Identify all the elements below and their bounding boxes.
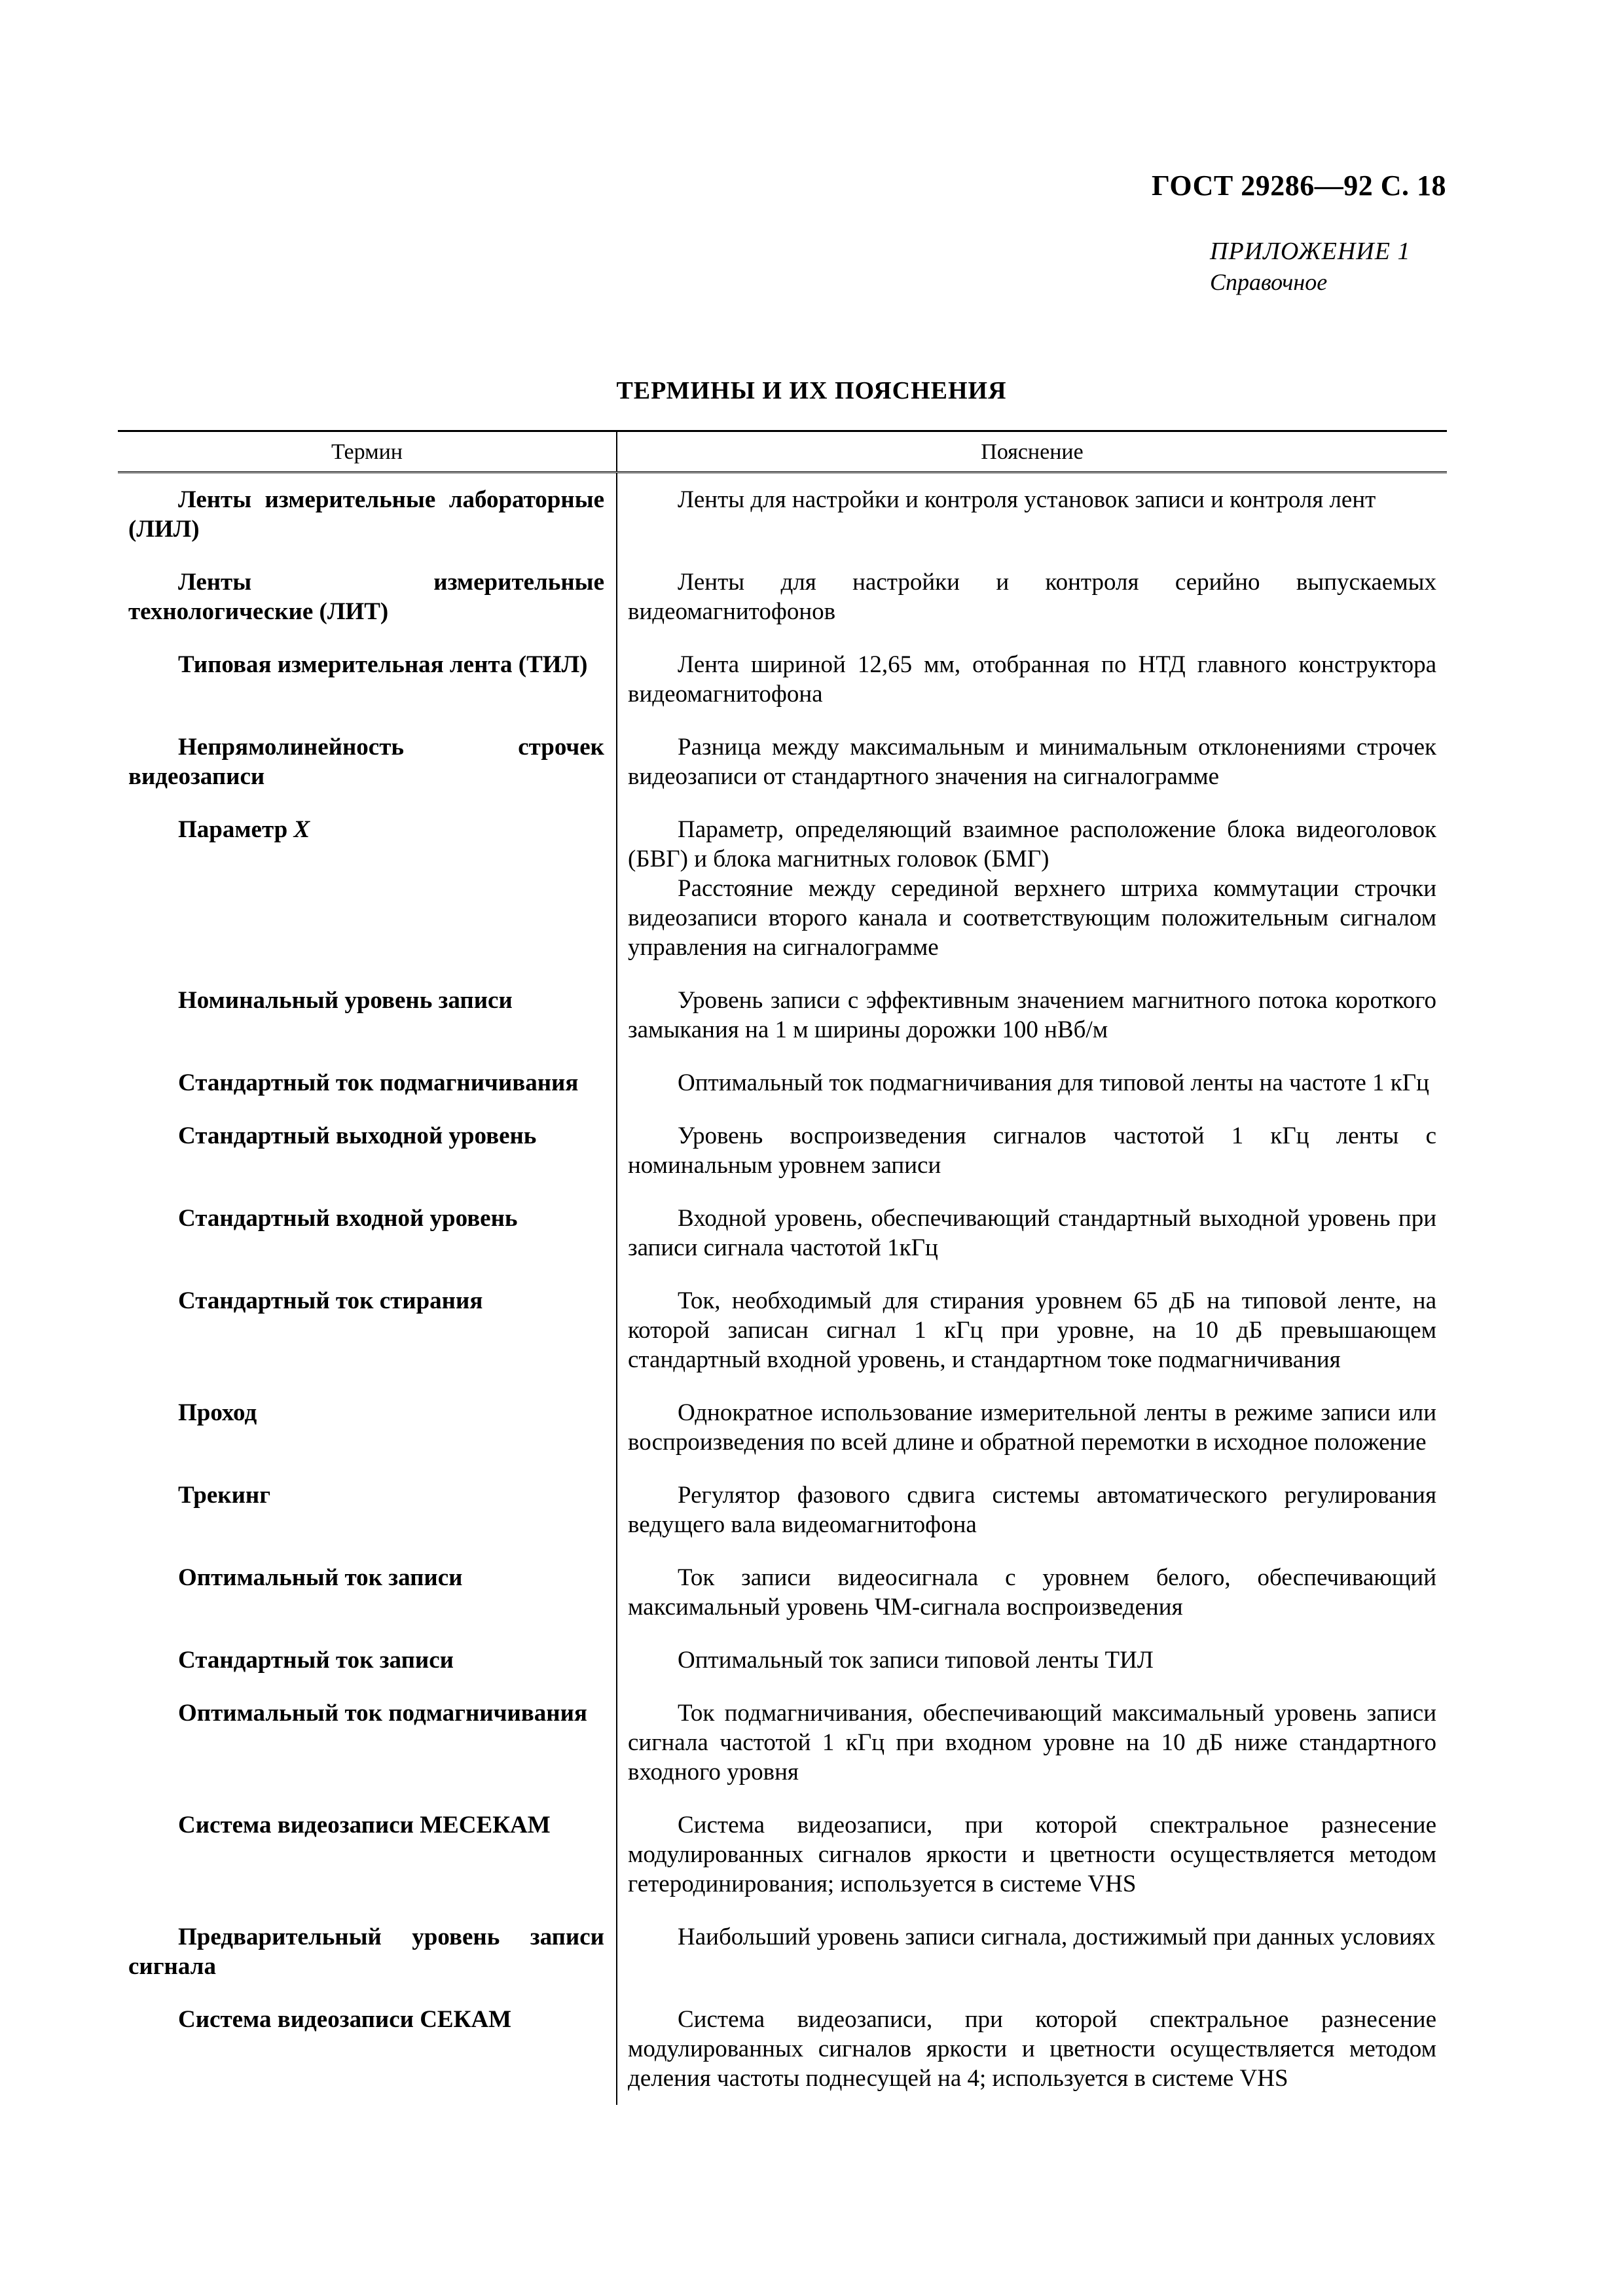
term-text: Стандартный ток стирания	[178, 1287, 483, 1314]
term-cell	[118, 1192, 617, 1274]
term-cell	[118, 1386, 617, 1469]
term-cell	[118, 803, 617, 974]
document-title: ТЕРМИНЫ И ИХ ПОЯСНЕНИЯ	[616, 377, 1007, 404]
table-row	[118, 1910, 1447, 1993]
explanation-paragraph: Система видеозаписи, при которой спектральное разнесение модулированных сигналов яркости и цветности осуществляется методом гетеродинирования; используется в системе VHS	[628, 1812, 1436, 1897]
table-row	[118, 803, 1447, 974]
explanation-paragraph: Разница между максимальным и минимальным отклонениями строчек видеозаписи от стандартного значения на сигналограмме	[628, 734, 1436, 790]
explanation-cell	[617, 1192, 1447, 1274]
explanation-paragraph: Входной уровень, обеспечивающий стандартный выходной уровень при записи сигнала частотой 1кГц	[628, 1205, 1436, 1261]
term-cell	[118, 1687, 617, 1799]
table-row	[118, 1109, 1447, 1192]
explanation-paragraph: Ток подмагничивания, обеспечивающий максимальный уровень записи сигнала частотой 1 кГц при входном уровне на 10 дБ ниже стандартного входного уровня	[628, 1700, 1436, 1785]
explanation-cell	[617, 556, 1447, 638]
table-row	[118, 473, 1447, 556]
term-cell	[118, 974, 617, 1056]
explanation-paragraph: Оптимальный ток записи типовой ленты ТИЛ	[678, 1647, 1154, 1674]
explanation-paragraph: Оптимальный ток подмагничивания для типовой ленты на частоте 1 кГц	[678, 1069, 1429, 1096]
term-cell	[118, 638, 617, 721]
explanation-cell	[617, 1109, 1447, 1192]
table-row	[118, 1469, 1447, 1551]
explanation-cell	[617, 638, 1447, 721]
term-text: Оптимальный ток записи	[178, 1564, 463, 1591]
term-cell	[118, 556, 617, 638]
term-text: Ленты измерительные технологические (ЛИТ)	[128, 569, 604, 625]
appendix-type: Справочное	[1210, 269, 1328, 295]
explanation-cell	[617, 1056, 1447, 1109]
explanation-paragraph: Лента шириной 12,65 мм, отобранная по НТД главного конструктора видеомагнитофона	[628, 651, 1436, 708]
term-cell	[118, 473, 617, 556]
explanation-paragraph: Уровень воспроизведения сигналов частотой 1 кГц ленты с номинальным уровнем записи	[628, 1122, 1436, 1179]
explanation-paragraph: Параметр, определяющий взаимное расположение блока видеоголовок (БВГ) и блока магнитных головок (БМГ)	[628, 816, 1436, 872]
table-row	[118, 1192, 1447, 1274]
appendix-label: ПРИЛОЖЕНИЕ 1	[1210, 238, 1411, 265]
term-text: Стандартный входной уровень	[178, 1205, 518, 1232]
explanation-cell	[617, 1993, 1447, 2105]
explanation-paragraph: Ток, необходимый для стирания уровнем 65 дБ на типовой ленте, на которой записан сигнал 1 кГц при уровне, на 10 дБ превышающем стандартный входной уровень, и стандартном токе подмагничивания	[628, 1287, 1436, 1373]
explanation-cell	[617, 1469, 1447, 1551]
column-header-term: Термин	[118, 431, 617, 473]
table-header-row	[118, 431, 1447, 473]
term-text: Система видеозаписи МЕСЕКАМ	[178, 1812, 551, 1839]
term-cell	[118, 721, 617, 803]
explanation-cell	[617, 1910, 1447, 1993]
terms-table	[118, 430, 1447, 2105]
explanation-cell	[617, 1274, 1447, 1386]
term-text: Непрямолинейность строчек видеозаписи	[128, 734, 604, 790]
explanation-paragraph: Наибольший уровень записи сигнала, достижимый при данных условиях	[678, 1924, 1436, 1950]
term-text: Номинальный уровень записи	[178, 987, 513, 1014]
table-row	[118, 1634, 1447, 1687]
explanation-paragraph: Система видеозаписи, при которой спектральное разнесение модулированных сигналов яркости и цветности осуществляется методом деления частоты поднесущей на 4; используется в системе VHS	[628, 2006, 1436, 2092]
table-row	[118, 1551, 1447, 1634]
term-text: Типовая измерительная лента (ТИЛ)	[178, 651, 588, 678]
term-cell	[118, 1056, 617, 1109]
table-row	[118, 974, 1447, 1056]
explanation-cell	[617, 1799, 1447, 1910]
term-text: Стандартный ток записи	[178, 1647, 454, 1674]
term-cell	[118, 1910, 617, 1993]
term-symbol: X	[293, 816, 310, 843]
term-text: Система видеозаписи СЕКАМ	[178, 2006, 512, 2033]
page-header: ГОСТ 29286—92 С. 18	[1151, 170, 1446, 202]
table-row	[118, 556, 1447, 638]
term-cell	[118, 1109, 617, 1192]
explanation-cell	[617, 721, 1447, 803]
term-text: Ленты измерительные лабораторные (ЛИЛ)	[128, 486, 604, 543]
table-row	[118, 1687, 1447, 1799]
explanation-paragraph: Регулятор фазового сдвига системы автоматического регулирования ведущего вала видеомагнитофона	[628, 1482, 1436, 1538]
column-header-explanation: Пояснение	[617, 431, 1447, 473]
table-row	[118, 1386, 1447, 1469]
table-row	[118, 1274, 1447, 1386]
explanation-cell	[617, 1551, 1447, 1634]
table-row	[118, 1056, 1447, 1109]
explanation-paragraph: Ленты для настройки и контроля серийно выпускаемых видеомагнитофонов	[628, 569, 1436, 625]
explanation-cell	[617, 974, 1447, 1056]
term-text: Предварительный уровень записи сигнала	[128, 1924, 604, 1980]
term-text: Трекинг	[178, 1482, 271, 1509]
explanation-cell	[617, 473, 1447, 556]
term-cell	[118, 1799, 617, 1910]
table-row	[118, 1799, 1447, 1910]
table-row	[118, 721, 1447, 803]
explanation-paragraph: Ленты для настройки и контроля установок записи и контроля лент	[678, 486, 1376, 513]
explanation-cell	[617, 1386, 1447, 1469]
term-text: Стандартный выходной уровень	[178, 1122, 537, 1149]
term-text: Параметр	[178, 816, 288, 843]
term-text: Проход	[178, 1399, 257, 1426]
term-cell	[118, 1274, 617, 1386]
explanation-paragraph: Ток записи видеосигнала с уровнем белого, обеспечивающий максимальный уровень ЧМ-сигнала воспроизведения	[628, 1564, 1436, 1621]
term-cell	[118, 1634, 617, 1687]
table-row	[118, 638, 1447, 721]
term-cell	[118, 1993, 617, 2105]
term-text: Оптимальный ток подмагничивания	[178, 1700, 587, 1727]
explanation-paragraph: Уровень записи с эффективным значением магнитного потока короткого замыкания на 1 м ширины дорожки 100 нВб/м	[628, 987, 1436, 1043]
term-cell	[118, 1551, 617, 1634]
explanation-cell	[617, 803, 1447, 974]
terms-body	[118, 473, 1447, 2106]
explanation-paragraph: Однократное использование измерительной ленты в режиме записи или воспроизведения по всей длине и обратной перемотки в исходное положение	[628, 1399, 1436, 1456]
term-text: Стандартный ток подмагничивания	[178, 1069, 579, 1096]
explanation-cell	[617, 1687, 1447, 1799]
table-row	[118, 1993, 1447, 2105]
explanation-cell	[617, 1634, 1447, 1687]
term-cell	[118, 1469, 617, 1551]
explanation-paragraph: Расстояние между серединой верхнего штриха коммутации строчки видеозаписи второго канала и соответствующим положительным сигналом управления на сигналограмме	[628, 875, 1436, 961]
